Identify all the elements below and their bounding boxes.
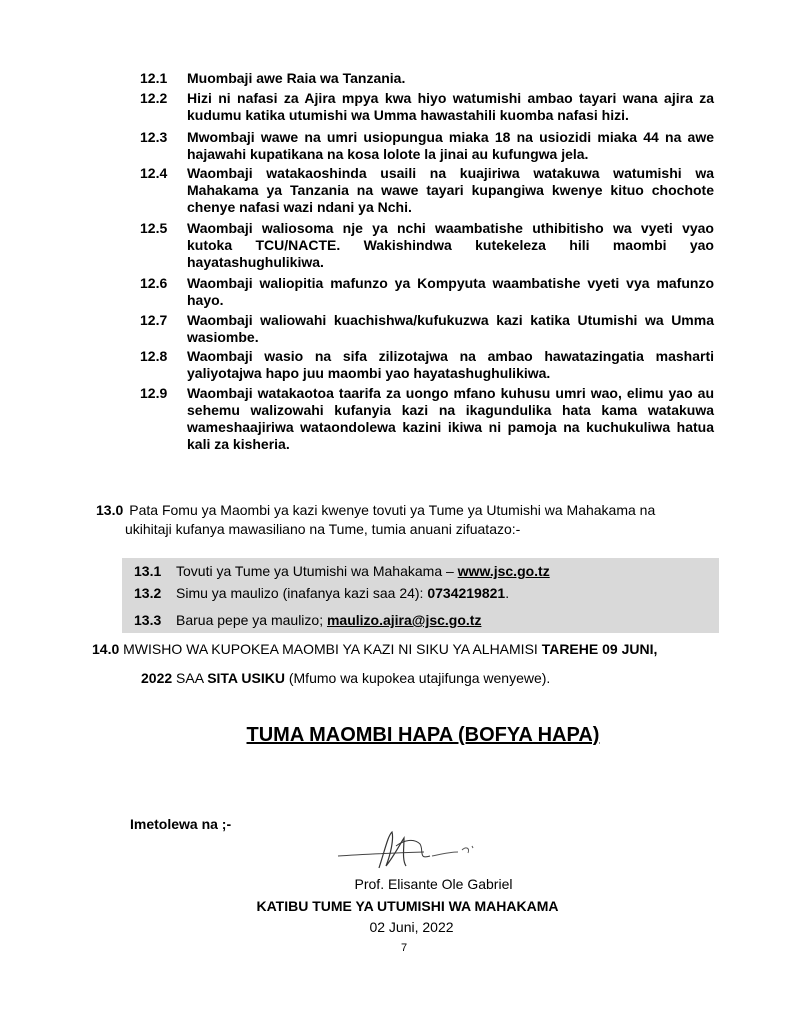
- item-number: 12.7: [140, 312, 168, 328]
- page-number: 7: [400, 942, 408, 954]
- item-number: 12.5: [140, 220, 168, 236]
- deadline-line2: 2022 SAA SITA USIKU (Mfumo wa kupokea utajifunga wenyewe).: [141, 670, 551, 686]
- item-number: 12.3: [140, 129, 168, 145]
- contact-email: 13.3 Barua pepe ya maulizo; maulizo.ajira@jsc.go.tz: [134, 612, 482, 628]
- item-number: 12.2: [140, 90, 168, 106]
- item-number: 13.1: [134, 563, 162, 579]
- item-number: 12.9: [140, 385, 168, 401]
- item-text: Waombaji waliosoma nje ya nchi waambatishe uthibitisho wa vyeti vyao kutoka TCU/NACTE. Wakishindwa kutekeleza hili maombi yao hayatashughulikiwa.: [187, 220, 714, 270]
- item-text: Waombaji watakaotoa taarifa za uongo mfano kuhusu umri wao, elimu yao au sehemu walizowahi kufanyia kazi na ikagundulika hata kama watakuwa wameshaajiriwa wataondolewa kazini ikiwa ni pamoja na kuchukuliwa hatua kali za kisheria.: [187, 385, 714, 452]
- item-number: 13.2: [134, 585, 162, 601]
- signature-image: [334, 826, 484, 876]
- item-number: 13.3: [134, 612, 162, 628]
- section-number: 13.0: [96, 502, 124, 518]
- signatory-name: Prof. Elisante Ole Gabriel: [354, 876, 513, 892]
- section-number: 14.0: [92, 641, 120, 657]
- website-link[interactable]: www.jsc.go.tz: [457, 563, 550, 579]
- signatory-title: KATIBU TUME YA UTUMISHI WA MAHAKAMA: [256, 898, 559, 914]
- email-link[interactable]: maulizo.ajira@jsc.go.tz: [326, 612, 482, 628]
- contact-phone: 13.2 Simu ya maulizo (inafanya kazi saa 24): 0734219821.: [134, 585, 510, 601]
- item-text: Muombaji awe Raia wa Tanzania.: [187, 70, 406, 86]
- item-text: Waombaji waliowahi kuachishwa/kufukuzwa kazi katika Utumishi wa Umma wasiombe.: [187, 312, 714, 345]
- contact-instructions-line2: ukihitaji kufanya mawasiliano na Tume, tumia anuani zifuatazo:-: [125, 521, 521, 537]
- contact-instructions-line1: 13.0 Pata Fomu ya Maombi ya kazi kwenye tovuti ya Tume ya Utumishi wa Mahakama na: [96, 502, 656, 518]
- signature-date: 02 Juni, 2022: [369, 919, 454, 935]
- deadline-line1: 14.0 MWISHO WA KUPOKEA MAOMBI YA KAZI NI SIKU YA ALHAMISI TAREHE 09 JUNI,: [92, 641, 658, 657]
- item-text: Waombaji waliopitia mafunzo ya Kompyuta waambatishe vyeti vya mafunzo hayo.: [187, 275, 714, 308]
- item-text: Hizi ni nafasi za Ajira mpya kwa hiyo watumishi ambao tayari wana ajira za kudumu katika utumishi wa Umma hawastahili kuomba nafasi hizi.: [187, 90, 714, 123]
- item-number: 12.6: [140, 275, 168, 291]
- contact-website: 13.1 Tovuti ya Tume ya Utumishi wa Mahakama – www.jsc.go.tz: [134, 563, 550, 579]
- item-text: Waombaji watakaoshinda usaili na kuajiriwa watakuwa watumishi wa Mahakama ya Tanzania na wawe tayari kupangiwa kwenye kituo chochote chenye nafasi wazi ndani ya Nchi.: [187, 165, 714, 215]
- item-text: Waombaji wasio na sifa zilizotajwa na ambao hawatazingatia masharti yaliyotajwa hapo juu maombi yao hayatashughulikiwa.: [187, 348, 714, 381]
- item-text: Mwombaji wawe na umri usiopungua miaka 18 na usiozidi miaka 44 na awe hajawahi kupatikana na kosa lolote la jinai au kufungwa jela.: [187, 129, 714, 162]
- issued-by-label: Imetolewa na ;-: [130, 816, 232, 832]
- item-number: 12.1: [140, 70, 168, 86]
- phone-number: 0734219821: [427, 585, 506, 601]
- apply-here-link[interactable]: TUMA MAOMBI HAPA (BOFYA HAPA): [246, 724, 600, 746]
- item-number: 12.4: [140, 165, 168, 181]
- item-number: 12.8: [140, 348, 168, 364]
- contact-instructions: [96, 501, 721, 539]
